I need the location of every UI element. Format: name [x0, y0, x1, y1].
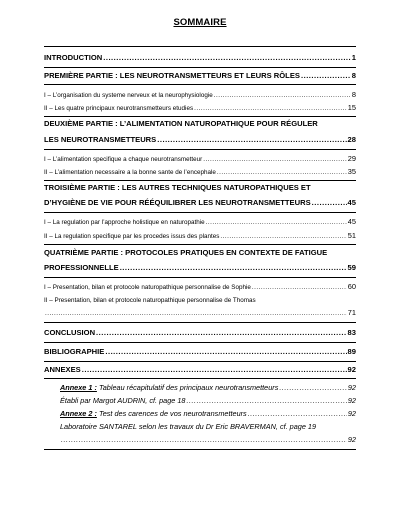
toc-page-number: 28	[347, 135, 356, 144]
divider	[44, 277, 356, 278]
leader-dots	[214, 90, 351, 102]
toc-entry-part-1-section-1[interactable]	[44, 89, 356, 101]
leader-dots	[120, 262, 347, 274]
divider	[44, 244, 356, 245]
divider	[44, 149, 356, 150]
leader-dots	[252, 282, 347, 294]
toc-entry-label: II – Les quatre principaux neurotransmetteurs etudies	[44, 105, 194, 112]
leader-dots	[96, 327, 347, 339]
leader-dots	[61, 434, 347, 446]
divider	[44, 84, 356, 85]
divider	[44, 361, 356, 362]
toc-page-number: 29	[347, 154, 356, 163]
leader-dots	[105, 346, 346, 358]
toc-page-number: 45	[347, 198, 356, 207]
toc-entry-label: LES NEUROTRANSMETTEURS	[44, 135, 157, 144]
leader-dots	[248, 408, 347, 420]
toc-page-number: 8	[351, 71, 356, 80]
toc-page-number: 92	[347, 396, 356, 405]
leader-dots	[194, 103, 347, 115]
toc-page-number: 92	[347, 435, 356, 444]
toc-page-number: 89	[347, 347, 356, 356]
toc-entry-part-4-line-1[interactable]: QUATRIÈME PARTIE : PROTOCOLES PRATIQUES EN CONTEXTE DE FATIGUE	[44, 248, 328, 257]
toc-entry-part-3-line-1[interactable]: TROISIÈME PARTIE : LES AUTRES TECHNIQUES NATUROPATHIQUES ET	[44, 183, 311, 192]
toc-entry-label: I – L’organisation du systeme nerveux et la neurophysiologie	[44, 92, 213, 99]
leader-dots	[312, 197, 347, 209]
toc-entry-label: INTRODUCTION	[44, 53, 103, 62]
toc-entry-bibliographie[interactable]	[44, 346, 356, 358]
toc-entry-part-3[interactable]	[44, 197, 356, 209]
toc-page-number: 35	[347, 167, 356, 176]
toc-page-number: 45	[347, 217, 356, 226]
toc-page-number: 59	[347, 263, 356, 272]
toc-entry-label: Établi par Margot AUDRIN, cf. page 18	[60, 396, 186, 405]
toc-entry-label: I – Presentation, bilan et protocole naturopathique personnalise de Sophie	[44, 284, 251, 291]
toc-entry-annexe-2-detail-continued[interactable]	[60, 434, 356, 446]
toc-entry-label: CONCLUSION	[44, 328, 96, 337]
toc-entry-annexe-2-detail[interactable]	[60, 421, 356, 433]
toc-entry-annexe-2[interactable]	[60, 408, 356, 420]
toc-page-number: 92	[347, 383, 356, 392]
toc-entry-label: II – La regulation specifique par les procedes issus des plantes	[44, 233, 220, 240]
leader-dots	[45, 308, 347, 320]
leader-dots	[217, 167, 347, 179]
toc-entry-annexes[interactable]	[44, 364, 356, 376]
toc-entry-part-4-section-2[interactable]	[44, 295, 356, 307]
toc-page-number: 1	[351, 53, 356, 62]
divider	[44, 180, 356, 181]
toc-entry-part-4-section-1[interactable]	[44, 281, 356, 293]
leader-dots	[279, 382, 347, 394]
toc-page-number: 8	[351, 90, 356, 99]
toc-page-number: 92	[347, 409, 356, 418]
toc-page-number: 60	[347, 282, 356, 291]
toc-page-number: 51	[347, 231, 356, 240]
toc-entry-label: Test des carences de vos neurotransmetteurs	[98, 409, 247, 418]
toc-entry-label: I – L’alimentation specifique a chaque neurotransmetteur	[44, 156, 203, 163]
toc-entry-introduction[interactable]	[44, 52, 356, 64]
toc-entry-part-3-section-1[interactable]	[44, 216, 356, 228]
leader-dots	[220, 231, 346, 243]
leader-dots	[103, 52, 351, 64]
toc-entry-label: BIBLIOGRAPHIE	[44, 347, 105, 356]
toc-entry-part-2-line-1[interactable]: DEUXIÈME PARTIE : L’ALIMENTATION NATUROPATHIQUE POUR RÉGULER	[44, 119, 318, 128]
divider	[44, 378, 356, 379]
divider	[44, 46, 356, 47]
toc-entry-annexe-1-detail[interactable]	[60, 395, 356, 407]
page-title: SOMMAIRE	[173, 17, 227, 28]
divider	[44, 342, 356, 343]
annexe-label: Annexe 1 :	[60, 383, 97, 392]
toc-page-number: 71	[347, 308, 356, 317]
toc-entry-label: PREMIÈRE PARTIE : LES NEUROTRANSMETTEURS ET LEURS RÔLES	[44, 71, 300, 80]
toc-page-number: 15	[347, 103, 356, 112]
toc-entry-part-1[interactable]	[44, 70, 356, 82]
toc-entry-part-4-section-2-continued[interactable]	[44, 307, 356, 319]
divider	[44, 212, 356, 213]
toc-entry-label: Tableau récapitulatif des principaux neurotransmetteurs	[98, 383, 279, 392]
leader-dots	[82, 364, 347, 376]
toc-entry-conclusion[interactable]	[44, 327, 356, 339]
toc-page-number: 83	[347, 328, 356, 337]
toc-entry-label: ANNEXES	[44, 365, 81, 374]
toc-entry-part-1-section-2[interactable]	[44, 102, 356, 114]
toc-entry-label: Laboratoire SANTAREL selon les travaux du Dr Eric BRAVERMAN, cf. page 19	[60, 422, 317, 431]
leader-dots	[203, 154, 347, 166]
leader-dots	[301, 70, 351, 82]
divider	[44, 449, 356, 450]
leader-dots	[157, 134, 346, 146]
toc-entry-label: PROFESSIONNELLE	[44, 263, 119, 272]
toc-entry-part-4[interactable]	[44, 262, 356, 274]
leader-dots	[186, 395, 346, 407]
divider	[44, 116, 356, 117]
toc-entry-part-2[interactable]	[44, 134, 356, 146]
toc-entry-label: I – La regulation par l’approche holistique en naturopathie	[44, 219, 205, 226]
toc-entry-annexe-1[interactable]	[60, 382, 356, 394]
divider	[44, 67, 356, 68]
leader-dots	[206, 217, 347, 229]
toc-entry-label: II – L’alimentation necessaire a la bonne sante de l’encephale	[44, 169, 216, 176]
toc-entry-part-2-section-1[interactable]	[44, 153, 356, 165]
toc-entry-part-2-section-2[interactable]	[44, 166, 356, 178]
annexe-label: Annexe 2 :	[60, 409, 97, 418]
divider	[44, 322, 356, 323]
toc-page-number: 92	[347, 365, 356, 374]
toc-entry-label: II – Presentation, bilan et protocole naturopathique personnalise de Thomas	[44, 297, 256, 304]
toc-entry-part-3-section-2[interactable]	[44, 230, 356, 242]
toc-entry-label: D’HYGIÈNE DE VIE POUR RÉÉQUILIBRER LES NEUROTRANSMETTEURS	[44, 198, 311, 207]
